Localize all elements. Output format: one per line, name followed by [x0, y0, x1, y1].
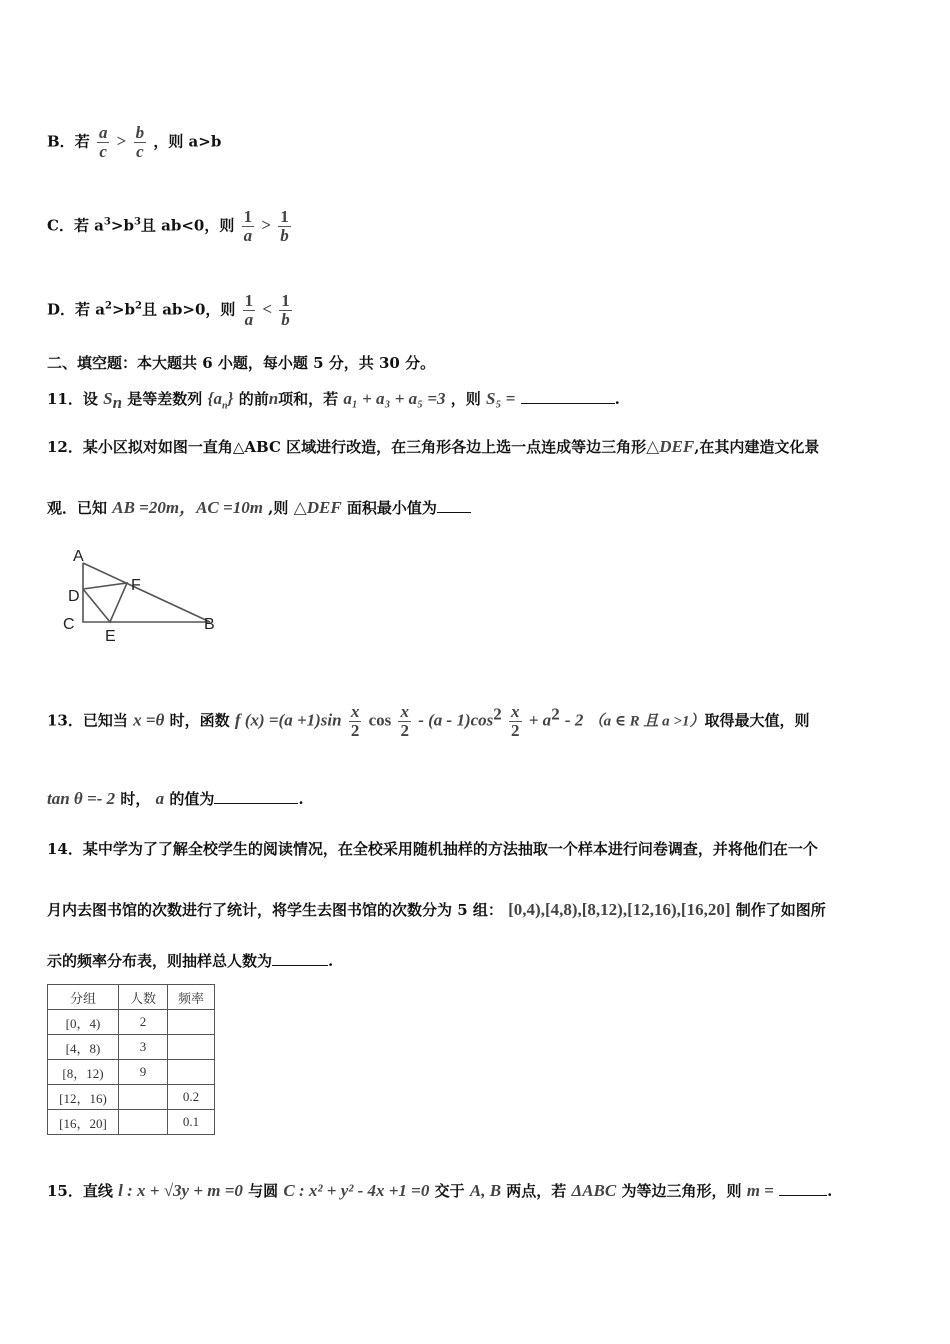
label-b: B — [204, 616, 215, 633]
option-c: C．若 $a^3>b^3$且 ab<0，则 $\frac{1}{a}$ > $\frac{1}{b}$ — [47, 207, 289, 245]
answer-blank[interactable] — [272, 951, 328, 966]
header-group: 分组 — [48, 985, 119, 1010]
header-frequency: 频率 — [168, 985, 215, 1010]
question-11: 11．设 $S_n$ 是等差数列 $\{a_n\}$ 的前n项和，若 a₁ + a₃ + a₅ =3 ，则 S₅ = . — [47, 389, 620, 412]
fraction-1-over-a: $\frac{1}{a}$ — [244, 291, 254, 329]
label-e: E — [105, 628, 116, 645]
section-heading: 二、填空题：本大题共 6 小题，每小题 5 分，共 30 分。 — [47, 354, 436, 372]
question-12: 12．某小区拟对如图一直角△ABC 区域进行改造，在三角形各边上选一点连成等边三角形△DEF,在其内建造文化景 — [47, 437, 820, 456]
label-d: D — [68, 588, 80, 605]
answer-blank[interactable] — [779, 1181, 827, 1196]
fraction-1-over-b: $\frac{1}{b}$ — [280, 207, 289, 245]
option-b: B．若 $\frac{a}{c}$ > $\frac{b}{c}$ ，则 a>b — [47, 123, 222, 161]
table-row: [4，8) 3 — [48, 1035, 215, 1060]
frequency-table — [47, 984, 215, 1135]
question-14: 14．某中学为了了解全校学生的阅读情况，在全校采用随机抽样的方法抽取一个样本进行问卷调查，并将他们在一个 — [47, 840, 818, 858]
triangle-lines — [83, 563, 210, 622]
table-row: [12，16) 0.2 — [48, 1085, 215, 1110]
table-row: [16，20] 0.1 — [48, 1110, 215, 1135]
answer-blank[interactable] — [214, 789, 298, 804]
fraction-b-over-c: $\frac{b}{c}$ — [135, 123, 145, 161]
fraction-1-over-b: $\frac{1}{b}$ — [281, 291, 290, 329]
fraction-1-over-a: $\frac{1}{a}$ — [243, 207, 253, 245]
label-f: F — [131, 577, 141, 594]
question-14-line3: 示的频率分布表，则抽样总人数为 . — [47, 952, 334, 970]
question-13-line2: tan θ =- 2 时， a 的值为 . — [47, 789, 304, 808]
question-12-line2: 观．已知 AB =20m，AC =10m ,则 △DEF 面积最小值为 — [47, 497, 471, 519]
table-row: [8，12) 9 — [48, 1060, 215, 1085]
option-d: D．若 $a^2>b^2$且 ab>0，则 $\frac{1}{a}$ < $\frac{1}{b}$ — [47, 291, 290, 329]
label-a: A — [73, 548, 84, 565]
table-header-row — [48, 985, 215, 1010]
answer-blank[interactable] — [521, 389, 615, 404]
triangle-def — [83, 583, 127, 622]
question-14-line2: 月内去图书馆的次数进行了统计，将学生去图书馆的次数分为 5 组： [0,4),[4,8),[8,12),[12,16),[16,20] 制作了如图所 — [47, 900, 826, 919]
table-row: [0，4) 2 — [48, 1010, 215, 1035]
question-13: 13．已知当 x =θ 时，函数 f (x) =(a +1)sin $\frac{x}{2}$ cos $\frac{x}{2}$ - $(a - 1)\cos^2$ $\frac{x}{2}$ + $a^2 - 2$ （a ∈ R 且 a >1）取得最大值，则 — [47, 702, 810, 740]
fraction-a-over-c: $\frac{a}{c}$ — [98, 123, 108, 161]
question-15: 15．直线 l : x + √3y + m =0 与圆 C : x² + y² - 4x +1 =0 交于 A, B 两点，若 ΔABC 为等边三角形，则 m = . — [47, 1181, 833, 1200]
triangle-figure — [60, 543, 230, 648]
label-c: C — [63, 616, 75, 633]
header-count: 人数 — [119, 985, 168, 1010]
answer-blank[interactable] — [437, 498, 471, 513]
